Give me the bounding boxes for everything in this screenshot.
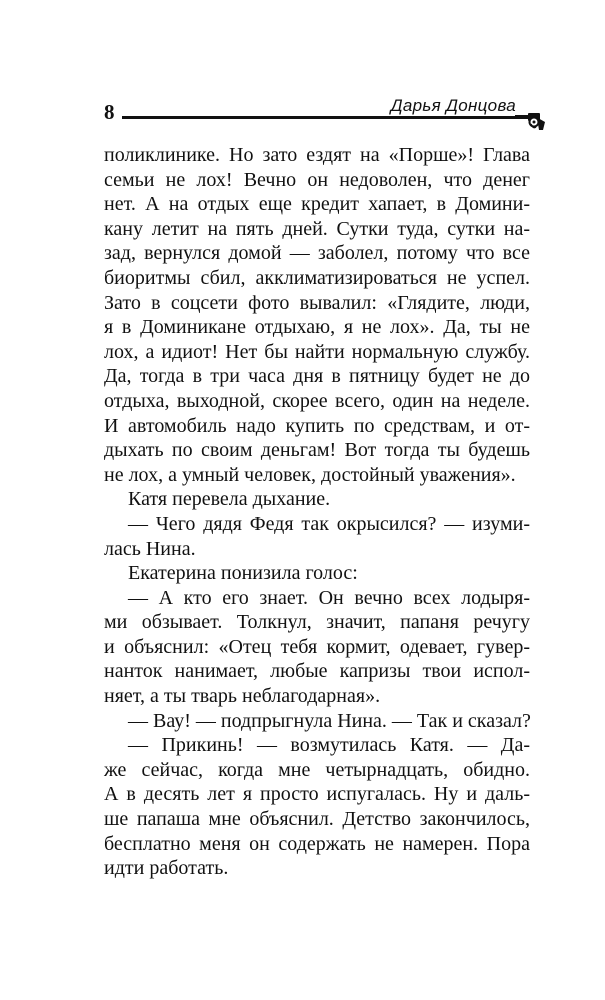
text-line: Да, тогда в три часа дня в пятницу будет не до (104, 365, 530, 388)
text-line: и объяснил: «Отец тебя кормит, одевает, гувер- (104, 635, 530, 658)
text-line: Екатерина понизила голос: (128, 562, 358, 585)
text-line: биоритмы сбил, акклиматизироваться не успел. (104, 266, 530, 289)
text-line: няет, а ты тварь неблагодарная». (104, 685, 381, 708)
text-line: А в десять лет я просто испугалась. Ну и даль- (104, 783, 530, 806)
page-body-text (104, 143, 530, 881)
text-line: дыхать по своим деньгам! Вот тогда ты будешь (104, 439, 530, 462)
text-line: Зато в соцсети фото вывалил: «Глядите, люди, (104, 291, 530, 314)
page-number: 8 (104, 100, 115, 124)
text-line: Катя перевела дыхание. (128, 488, 331, 511)
text-line: не лох, а умный человек, достойный уважения». (104, 463, 516, 486)
text-line: отдыха, выходной, скорее всего, один на неделе. (104, 389, 530, 412)
text-line: зад, вернулся домой — заболел, потому что все (104, 242, 530, 265)
text-line: я в Доминикане отдыхаю, я не лох». Да, ты не (104, 316, 530, 339)
text-line: лох, а идиот! Нет бы найти нормальную службу. (104, 340, 530, 363)
text-line: — Чего дядя Федя так окрысился? — изуми- (128, 512, 530, 535)
text-line: ше папаша мне объяснил. Детство закончилось, (104, 808, 530, 831)
text-line: же сейчас, когда мне четырнадцать, обидно. (104, 758, 530, 781)
running-head-author: Дарья Донцова (390, 96, 516, 115)
text-line: кану летит на пять дней. Сутки туда, сутки на- (104, 217, 530, 240)
text-line: — Прикинь! — возмутилась Катя. — Да- (128, 734, 530, 757)
text-line: поликлинике. Но зато ездят на «Порше»! Глава (104, 144, 530, 166)
running-header (104, 96, 544, 136)
text-line: лась Нина. (104, 537, 196, 560)
text-line: ми обзывает. Толкнул, значит, папаня речугу (104, 611, 530, 634)
header-rule (122, 116, 526, 119)
text-line: нанток нанимает, любые капризы твои испол- (104, 660, 530, 683)
text-line: И автомобиль надо купить по средствам, и от- (104, 414, 530, 437)
text-line: — А кто его знает. Он вечно всех лодыря- (128, 586, 530, 609)
text-line: — Вау! — подпрыгнула Нина. — Так и сказал? (128, 709, 531, 732)
text-line: нет. А на отдых еще кредит хапает, в Домини- (104, 193, 530, 216)
text-line: семьи не лох! Вечно он недоволен, что денег (104, 168, 530, 191)
text-line: идти работать. (104, 857, 229, 880)
text-line: бесплатно меня он содержать не намерен. Пора (104, 832, 530, 855)
revolver-icon (514, 110, 546, 132)
